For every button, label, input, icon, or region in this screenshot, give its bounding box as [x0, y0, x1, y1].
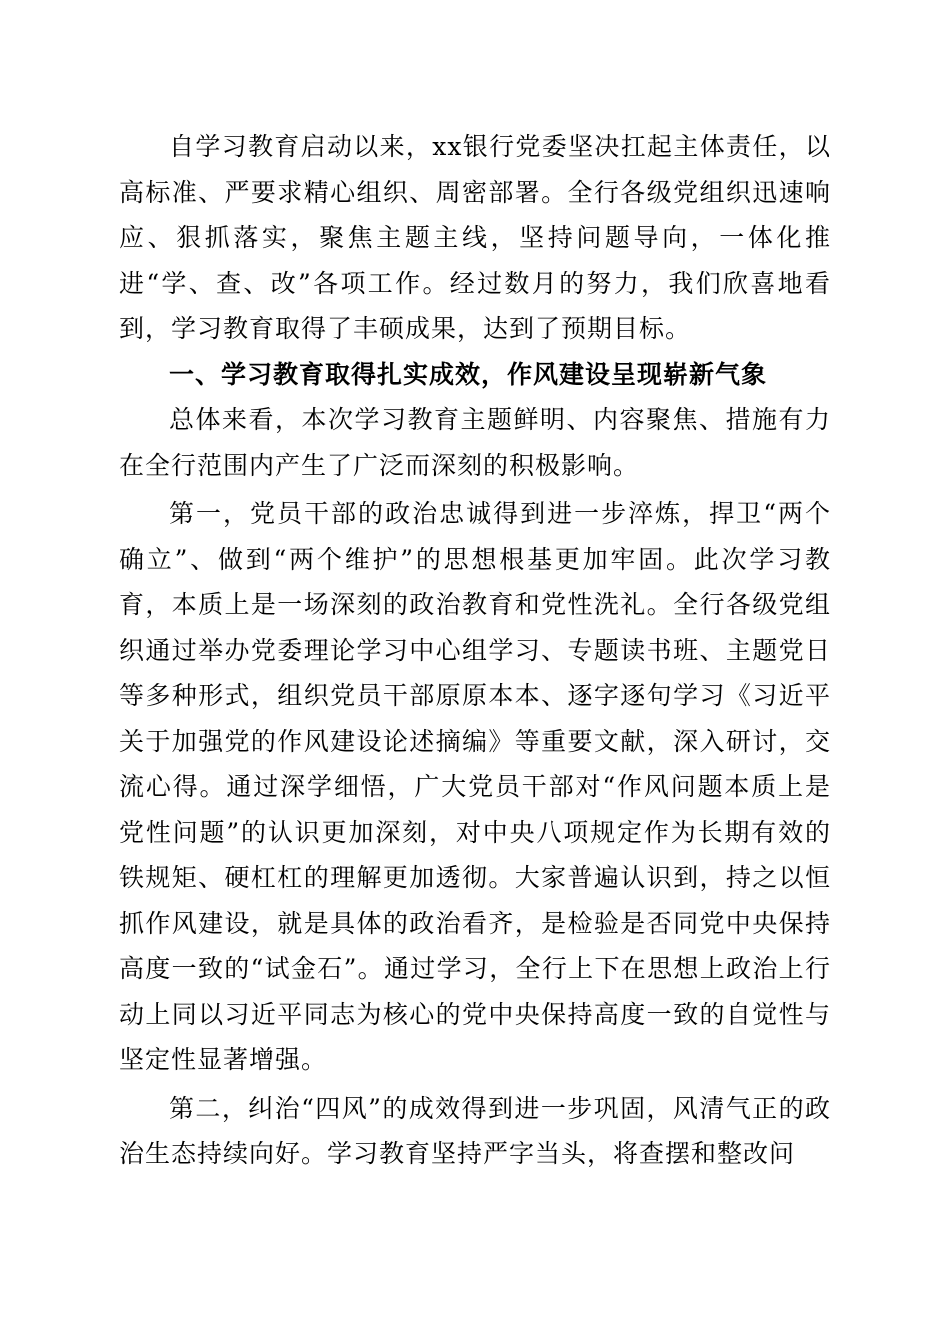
intro-paragraph: 自学习教育启动以来，xx银行党委坚决扛起主体责任，以高标准、严要求精心组织、周密部署。全行各级党组织迅速响应、狠抓落实，聚焦主题主线，坚持问题导向，一体化推进“学、查、改”各项工作。经过数月的努力，我们欣喜地看到，学习教育取得了丰硕成果，达到了预期目标。	[119, 132, 831, 343]
overview-paragraph: 总体来看，本次学习教育主题鲜明、内容聚焦、措施有力在全行范围内产生了广泛而深刻的积极影响。	[119, 405, 831, 480]
point-two-body: 学习教育坚持严字当头，将查摆和整改问	[327, 1139, 796, 1168]
point-two-paragraph	[119, 1086, 831, 1177]
document-body	[119, 124, 831, 1177]
point-two-lead: 第二，纠治“四风”的成效得到进一步巩固，风清气正的政治生态持续向好。	[119, 1093, 831, 1168]
section-heading: 一、学习教育取得扎实成效，作风建设呈现崭新气象	[169, 359, 768, 389]
point-one-paragraph: 第一，党员干部的政治忠诚得到进一步淬炼，捍卫“两个确立”、做到“两个维护”的思想根基更加牢固。此次学习教育，本质上是一场深刻的政治教育和党性洗礼。全行各级党组织通过举办党委理论学习中心组学习、专题读书班、主题党日等多种形式，组织党员干部原原本本、逐字逐句学习《习近平关于加强党的作风建设论述摘编》等重要文献，深入研讨，交流心得。通过深学细悟，广大党员干部对“作风问题本质上是党性问题”的认识更加深刻，对中央八项规定作为长期有效的铁规矩、硬杠杠的理解更加透彻。大家普遍认识到，持之以恒抓作风建设，就是具体的政治看齐，是检验是否同党中央保持高度一致的“试金石”。通过学习，全行上下在思想上政治上行动上同以习近平同志为核心的党中央保持高度一致的自觉性与坚定性显著增强。	[119, 499, 831, 1074]
